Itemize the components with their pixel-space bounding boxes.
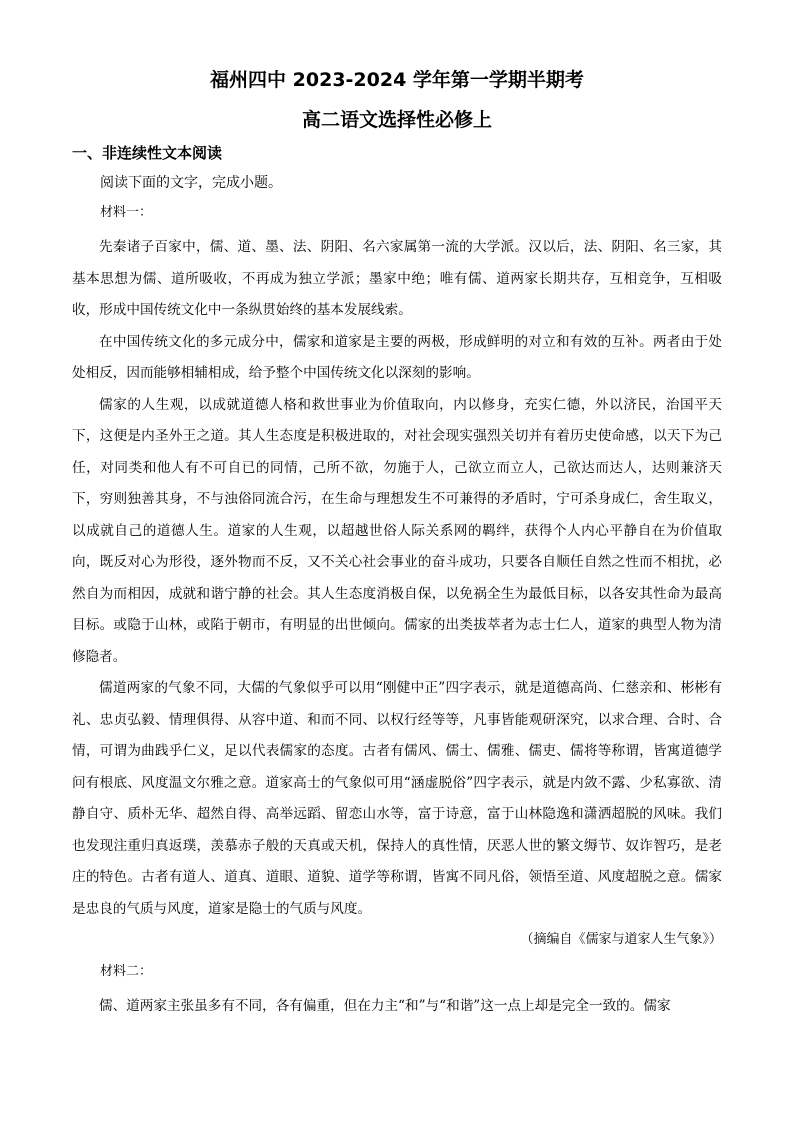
material-1-paragraph-1: 先秦诸子百家中，儒、道、墨、法、阴阳、名六家属第一流的大学派。汉以后，法、阴阳、名三家，其基本思想为儒、道所吸收，不再成为独立学派；墨家中绝；唯有儒、道两家长期共存，互相竞争，互相吸收，形成中国传统文化中一条纵贯始终的基本发展线索。 bbox=[72, 239, 722, 318]
material-1-label: 材料一： bbox=[100, 205, 153, 220]
instruction-text: 阅读下面的文字，完成小题。 bbox=[100, 175, 282, 191]
material-1-paragraph-2: 在中国传统文化的多元成分中，儒家和道家是主要的两极，形成鲜明的对立和有效的互补。两者由于处处相反，因而能够相辅相成，给予整个中国传统文化以深刻的影响。 bbox=[72, 333, 722, 381]
document-content bbox=[72, 66, 722, 1023]
section-heading: 一、非连续性文本阅读 bbox=[72, 144, 223, 162]
material-2-label: 材料二： bbox=[100, 964, 153, 979]
material-2-paragraph-1: 儒、道两家主张虽多有不同，各有偏重，但在力主“和”与“和谐”这一点上却是完全一致的。儒家 bbox=[99, 998, 671, 1014]
material-1-paragraph-3: 儒家的人生观，以成就道德人格和救世事业为价值取向，内以修身，充实仁德，外以济民，治国平天下，这便是内圣外王之道。其人生态度是积极进取的，对社会现实强烈关切并有着历史使命感，以天下为己任，对同类和他人有不可自已的同情，己所不欲，勿施于人，己欲立而立人，己欲达而达人，达则兼济天下，穷则独善其身，不与浊俗同流合污，在生命与理想发生不可兼得的矛盾时，宁可杀身成仁，舍生取义，以成就自己的道德人生。道家的人生观，以超越世俗人际关系网的羁绊，获得个人内心平静自在为价值取向，既反对心为形役，逐外物而不反，又不关心社会事业的奋斗成功，只要各自顺任自然之性而不相扰，必然自为而相因，成就和谐宁静的社会。其人生态度消极自保，以免祸全生为最低目标，以各安其性命为最高目标。或隐于山林，或陷于朝市，有明显的出世倾向。儒家的出类拔萃者为志士仁人，道家的典型人物为清修隐者。 bbox=[72, 396, 722, 665]
material-1-paragraph-4: 儒道两家的气象不同，大儒的气象似乎可以用“刚健中正”四字表示，就是道德高尚、仁慈亲和、彬彬有礼、忠贞弘毅、情理俱得、从容中道、和而不同、以权行经等等，凡事皆能观研深究，以求合理、合时、合情，可谓为曲践乎仁义，足以代表儒家的态度。古者有儒风、儒士、儒雅、儒吏、儒将等称谓，皆寓道德学问有根底、风度温文尔雅之意。道家高士的气象似可用“涵虚脱俗”四字表示，就是内敛不露、少私寡欲、清静自守、质朴无华、超然自得、高举远蹈、留恋山水等，富于诗意，富于山林隐逸和潇洒超脱的风味。我们也发现注重归真返璞，羡慕赤子般的天真或天机，保持人的真性情，厌恶人世的繁文缛节、奴诈智巧，是老庄的特色。古者有道人、道真、道眼、道貌、道学等称谓，皆寓不同凡俗，领悟至道、风度超脱之意。儒家是忠良的气质与风度，道家是隐士的气质与风度。 bbox=[72, 680, 722, 917]
document-title: 福州四中 2023-2024 学年第一学期半期考 bbox=[210, 69, 584, 91]
document-subtitle: 高二语文选择性必修上 bbox=[301, 109, 492, 131]
material-1-source: （摘编自《儒家与道家人生气象》） bbox=[520, 932, 722, 947]
